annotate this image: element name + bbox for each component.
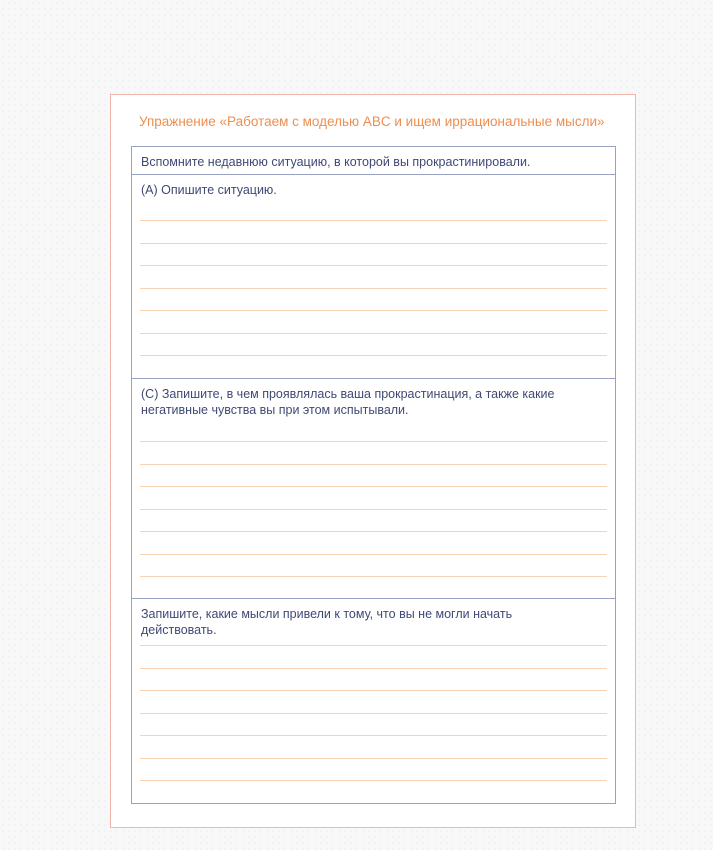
writing-line[interactable] <box>140 288 607 289</box>
writing-line[interactable] <box>140 509 607 510</box>
section-a <box>132 174 615 378</box>
writing-line[interactable] <box>140 690 607 691</box>
section-a-prompt: (A) Опишите ситуацию. <box>141 183 277 197</box>
intro-row <box>132 147 615 174</box>
writing-line[interactable] <box>140 441 607 442</box>
writing-line[interactable] <box>140 713 607 714</box>
writing-line[interactable] <box>140 554 607 555</box>
exercise-table <box>131 146 616 804</box>
writing-line[interactable] <box>140 780 607 781</box>
writing-line[interactable] <box>140 758 607 759</box>
writing-line[interactable] <box>140 265 607 266</box>
worksheet-page <box>110 94 636 828</box>
writing-line[interactable] <box>140 464 607 465</box>
writing-line[interactable] <box>140 220 607 221</box>
writing-line[interactable] <box>140 645 607 646</box>
writing-line[interactable] <box>140 355 607 356</box>
writing-line[interactable] <box>140 668 607 669</box>
intro-text: Вспомните недавнюю ситуацию, в которой вы прокрастинировали. <box>141 155 531 169</box>
section-b <box>132 598 615 804</box>
writing-line[interactable] <box>140 243 607 244</box>
section-b-prompt: Запишите, какие мысли привели к тому, что вы не могли начать действовать. <box>141 607 513 637</box>
writing-line[interactable] <box>140 310 607 311</box>
writing-line[interactable] <box>140 531 607 532</box>
writing-line[interactable] <box>140 735 607 736</box>
writing-line[interactable] <box>140 486 607 487</box>
writing-line[interactable] <box>140 576 607 577</box>
section-c <box>132 378 615 598</box>
section-c-prompt: (C) Запишите, в чем проявлялась ваша прокрастинация, а также какие негативные чувства вы при этом испытывали. <box>141 387 555 417</box>
writing-line[interactable] <box>140 333 607 334</box>
worksheet-title: Упражнение «Работаем с моделью ABC и ищем иррациональные мысли» <box>139 114 605 129</box>
